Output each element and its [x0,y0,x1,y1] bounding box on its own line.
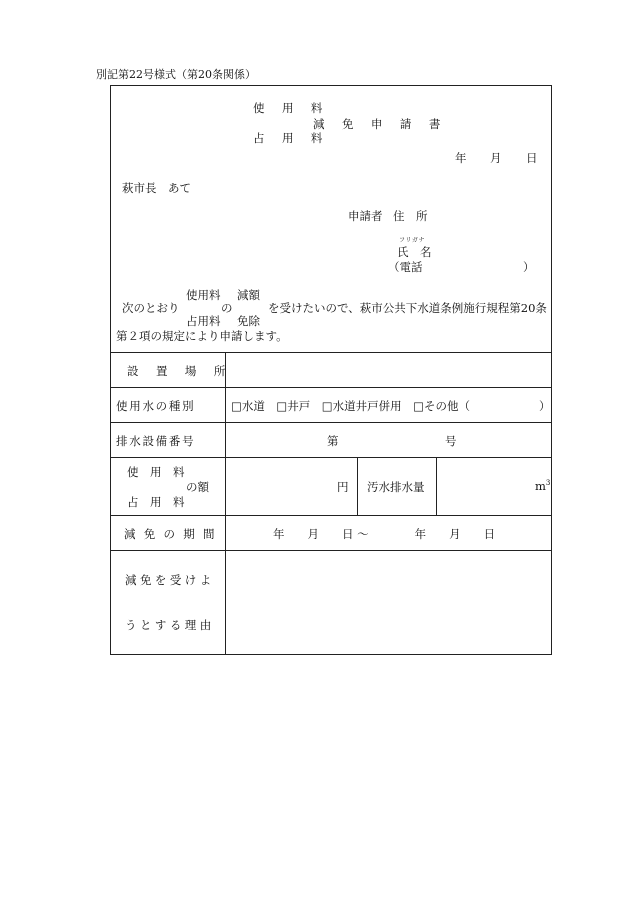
fee-unit: 円 [337,480,349,494]
title-occupy-fee: 占 用 料 [253,131,330,145]
applicant-label: 申請者 [348,209,383,223]
date-year: 年 [455,151,467,165]
table-line [110,387,552,388]
location-field[interactable] [227,353,550,386]
date-month: 月 [490,151,502,165]
address-label: 住 所 [393,209,428,223]
form-reference: 別記第22号様式（第20条関係） [96,68,256,81]
title-use-fee: 使 用 料 [253,101,330,115]
drain-number-go: 号 [445,434,457,448]
water-type-label: 使用水の種別 [116,399,196,413]
table-line [110,457,552,458]
body-exempt: 免除 [237,314,260,328]
reason-field[interactable] [227,551,550,653]
reason-label-line2: うとする理由 [125,618,215,632]
fee-label-occupy: 占 用 料 [127,495,185,509]
name-label: 氏 名 [397,245,432,259]
date-day: 日 [526,151,538,165]
body-prefix: 次のとおり [122,301,180,315]
table-line [110,422,552,423]
sewage-volume-label: 汚水排水量 [367,480,425,494]
sewage-unit-m: m [535,479,546,493]
drain-number-dai: 第 [327,434,339,448]
body-reduce: 減額 [237,288,260,302]
phone-open: （電話 [388,260,423,274]
body-line2: 第２項の規定により申請します。 [116,329,288,343]
addressee: 萩市長 あて [122,181,191,195]
fee-label-no: の額 [186,480,209,494]
table-line [110,515,552,516]
body-suffix: を受けたいので、萩市公共下水道条例施行規程第20条 [268,301,547,315]
table-column-divider [357,457,358,515]
fee-label-use: 使 用 料 [127,465,185,479]
reason-label-line1: 減免を受けよ [125,573,215,587]
location-label: 設 置 場 所 [127,364,233,378]
table-column-divider [225,352,226,655]
period-value[interactable]: 年 月 日 ～ 年 月 日 [273,527,496,541]
furigana-label: フリガナ [399,237,426,244]
sewage-unit-superscript: 3 [545,479,551,488]
body-no: の [221,301,233,315]
body-use-fee: 使用料 [186,288,221,302]
page-title: 減 免 申 請 書 [313,117,448,131]
drain-number-label: 排水設備番号 [116,434,196,448]
water-type-options[interactable]: □水道 □井戸 □水道井戸併用 □その他（ ） [231,399,551,413]
phone-close: ） [523,260,535,274]
body-occupy-fee: 占用料 [186,314,221,328]
sewage-volume-unit [535,479,550,493]
period-label: 減 免 の 期 間 [124,527,217,541]
table-column-divider [436,457,437,515]
